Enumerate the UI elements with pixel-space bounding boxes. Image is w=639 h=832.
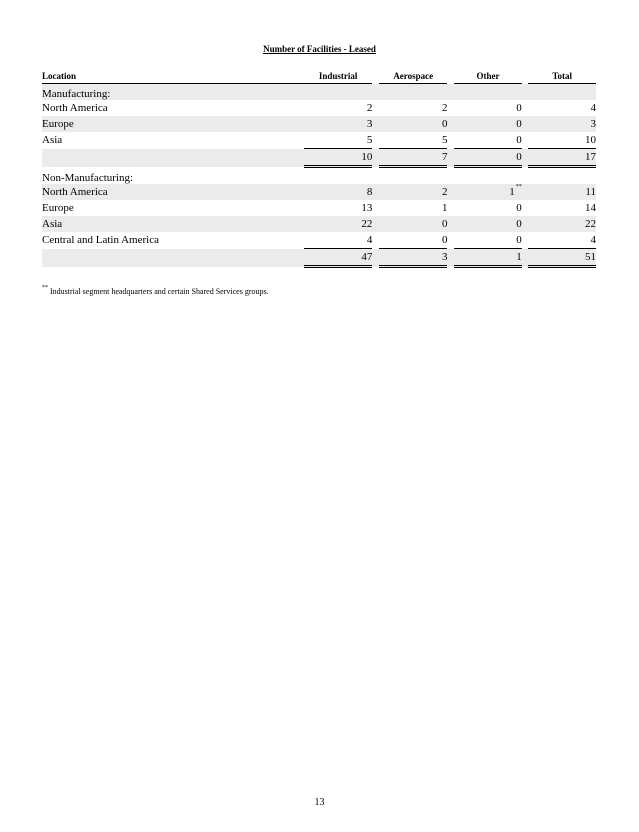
cell-industrial: 3 bbox=[304, 116, 372, 132]
table-row bbox=[42, 216, 596, 232]
subtotal-total: 51 bbox=[528, 249, 596, 267]
category-row-non-manufacturing bbox=[42, 167, 596, 185]
cell-total: 11 bbox=[528, 184, 596, 200]
cell-other: 0 bbox=[516, 102, 522, 114]
cell-industrial: 22 bbox=[304, 216, 372, 232]
cell-industrial: 8 bbox=[304, 184, 372, 200]
column-header-other: Other bbox=[454, 69, 522, 84]
subtotal-total: 17 bbox=[528, 149, 596, 167]
row-location: Asia bbox=[42, 134, 63, 147]
page-number: 13 bbox=[314, 797, 325, 808]
footnote-marker: ** bbox=[515, 184, 522, 190]
table-row bbox=[42, 132, 596, 149]
footnote bbox=[42, 287, 269, 296]
cell-other: 0 bbox=[516, 134, 522, 146]
category-label: Non-Manufacturing: bbox=[42, 172, 134, 184]
cell-aerospace: 1 bbox=[441, 202, 448, 214]
cell-total: 10 bbox=[585, 134, 596, 146]
cell-other: 0 bbox=[454, 116, 522, 132]
subtotal-row-non-manufacturing bbox=[42, 249, 596, 267]
category-row-manufacturing bbox=[42, 84, 596, 101]
row-location: Asia bbox=[42, 216, 304, 232]
cell-other-value: 1 bbox=[509, 186, 515, 198]
cell-aerospace: 0 bbox=[441, 234, 448, 246]
table-row bbox=[42, 232, 596, 249]
footnote-text: Industrial segment headquarters and certain Shared Services groups. bbox=[50, 287, 269, 296]
footnote-marker: ** bbox=[42, 285, 48, 291]
cell-industrial: 13 bbox=[361, 202, 373, 214]
row-location: North America bbox=[42, 184, 304, 200]
column-header-aerospace: Aerospace bbox=[379, 69, 448, 84]
row-location: Central and Latin America bbox=[42, 234, 159, 247]
table-title: Number of Facilities - Leased bbox=[263, 44, 376, 54]
category-label: Manufacturing: bbox=[42, 84, 304, 101]
cell-total: 3 bbox=[528, 116, 596, 132]
subtotal-aerospace: 3 bbox=[379, 249, 448, 267]
subtotal-other: 0 bbox=[454, 149, 522, 167]
table-row bbox=[42, 200, 596, 216]
cell-aerospace: 0 bbox=[379, 116, 448, 132]
cell-aerospace: 0 bbox=[379, 216, 448, 232]
row-location: North America bbox=[42, 102, 108, 114]
cell-total: 4 bbox=[590, 102, 596, 114]
subtotal-industrial: 10 bbox=[304, 149, 372, 167]
table-header-row bbox=[42, 69, 596, 84]
cell-industrial: 4 bbox=[366, 234, 373, 246]
column-header-location: Location bbox=[42, 69, 304, 84]
cell-industrial: 2 bbox=[366, 102, 373, 114]
cell-total: 22 bbox=[528, 216, 596, 232]
table-row bbox=[42, 184, 596, 200]
column-header-industrial: Industrial bbox=[304, 69, 372, 84]
subtotal-aerospace: 7 bbox=[379, 149, 448, 167]
cell-other: 0 bbox=[516, 234, 522, 246]
subtotal-industrial: 47 bbox=[304, 249, 372, 267]
subtotal-other: 1 bbox=[454, 249, 522, 267]
cell-total: 4 bbox=[590, 234, 596, 246]
cell-other bbox=[454, 184, 522, 200]
cell-industrial: 5 bbox=[366, 134, 373, 146]
cell-aerospace: 2 bbox=[379, 184, 448, 200]
table-row bbox=[42, 100, 596, 116]
row-location: Europe bbox=[42, 202, 74, 214]
table-row bbox=[42, 116, 596, 132]
cell-other: 0 bbox=[516, 202, 522, 214]
column-header-total: Total bbox=[528, 69, 596, 84]
subtotal-row-manufacturing bbox=[42, 149, 596, 167]
cell-total: 14 bbox=[585, 202, 596, 214]
cell-aerospace: 2 bbox=[441, 102, 448, 114]
cell-aerospace: 5 bbox=[441, 134, 448, 146]
row-location: Europe bbox=[42, 116, 304, 132]
leased-facilities-table bbox=[42, 69, 596, 268]
cell-other: 0 bbox=[454, 216, 522, 232]
